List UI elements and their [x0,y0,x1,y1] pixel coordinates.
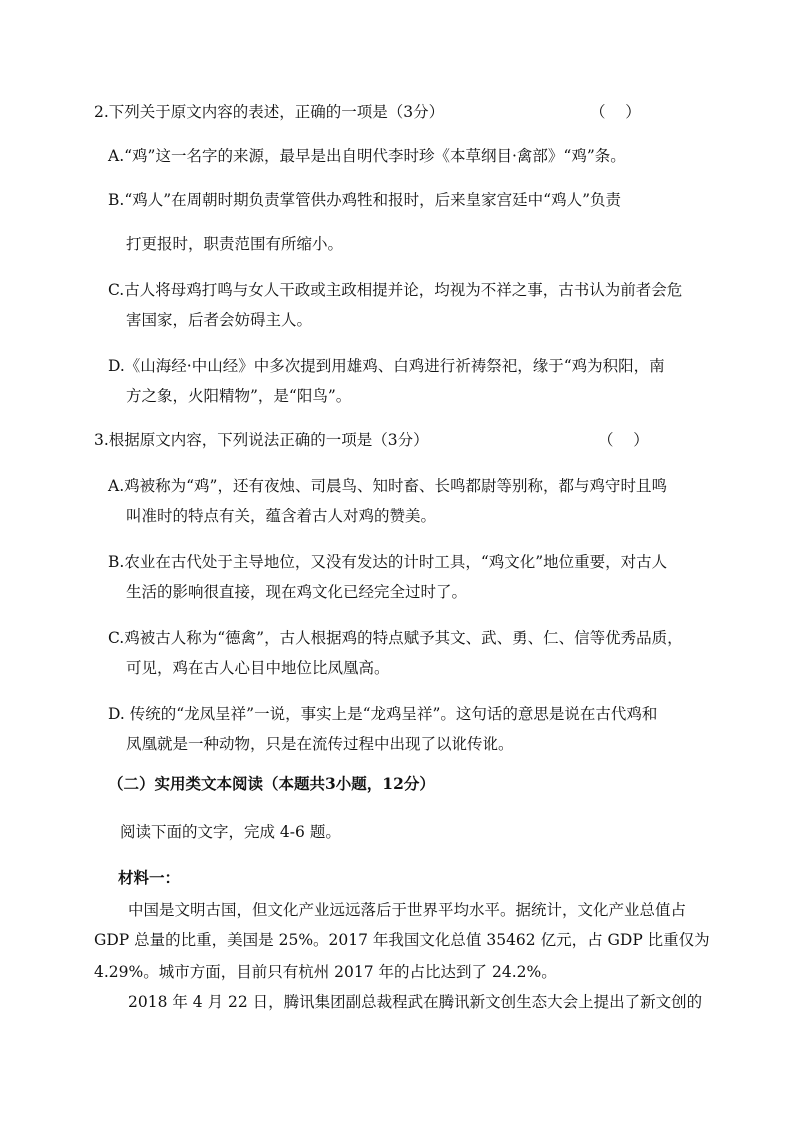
question-2-option-b-line1: B.“鸡人”在周朝时期负责掌管供办鸡牲和报时，后来皇家宫廷中“鸡人”负责 [108,191,622,209]
material-paragraph-1-line2: GDP 总量的比重，美国是 25%。2017 年我国文化总值 35462 亿元，占 GDP 比重仅为 [94,931,710,949]
material-paragraph-2-line1: 2018 年 4 月 22 日，腾讯集团副总裁程武在腾讯新文创生态大会上提出了新文创的 [128,993,703,1011]
section-heading: （二）实用类文本阅读（本题共3小题，12分） [108,774,435,793]
question-3-stem: 3.根据原文内容，下列说法正确的一项是（3分） [94,431,429,449]
material-label: 材料一： [118,868,181,887]
question-3-option-a-line2: 叫准时的特点有关，蕴含着古人对鸡的赞美。 [126,507,437,525]
question-3-option-a-line1: A.鸡被称为“鸡”，还有夜烛、司晨鸟、知时畜、长鸣都尉等别称，都与鸡守时且鸣 [108,477,667,495]
question-2-option-a: A.“鸡”这一名字的来源，最早是出自明代李时珍《本草纲目·禽部》“鸡”条。 [108,147,626,165]
question-3-option-b-line2: 生活的影响很直接，现在鸡文化已经完全过时了。 [126,583,468,601]
question-2-answer-blank: （ ） [590,103,641,121]
question-3-option-c-line1: C.鸡被古人称为“德禽”，古人根据鸡的特点赋予其文、武、勇、仁、信等优秀品质， [108,629,683,647]
question-3-option-d-line2: 凤凰就是一种动物，只是在流传过程中出现了以讹传讹。 [126,735,514,753]
question-3-option-b-line1: B.农业在古代处于主导地位，又没有发达的计时工具，“鸡文化”地位重要，对古人 [108,553,668,571]
material-paragraph-1-line3: 4.29%。城市方面，目前只有杭州 2017 年的占比达到了 24.2%。 [94,963,557,981]
question-3-option-c-line2: 可见，鸡在古人心目中地位比凤凰高。 [126,659,390,677]
question-2-option-b-line2: 打更报时，职责范围有所缩小。 [126,235,344,253]
material-paragraph-1-line1: 中国是文明古国，但文化产业远远落后于世界平均水平。据统计，文化产业总值占 [128,901,687,919]
question-2-option-c-line1: C.古人将母鸡打鸣与女人干政或主政相提并论，均视为不祥之事，古书认为前者会危 [108,281,683,299]
question-3-answer-blank: （ ） [598,431,649,449]
question-2-option-d-line1: D.《山海经·中山经》中多次提到用雄鸡、白鸡进行祈祷祭祀，缘于“鸡为积阳，南 [108,357,665,375]
question-3-option-d-line1: D. 传统的“龙凤呈祥”一说，事实上是“龙鸡呈祥”。这句话的意思是说在古代鸡和 [108,705,658,723]
reading-instruction: 阅读下面的文字，完成 4-6 题。 [120,823,341,841]
question-2-option-d-line2: 方之象，火阳精物”，是“阳鸟”。 [126,387,352,405]
question-2-stem: 2.下列关于原文内容的表述，正确的一项是（3分） [94,103,445,121]
question-2-option-c-line2: 害国家，后者会妨碍主人。 [126,311,313,329]
